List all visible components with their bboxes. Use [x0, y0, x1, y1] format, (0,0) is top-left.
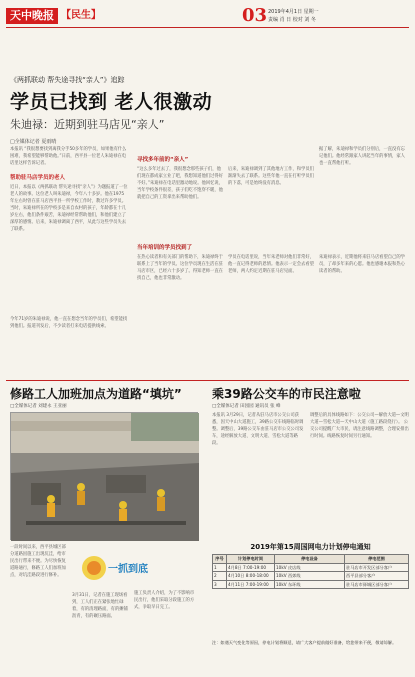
- cell-device: 10kV 皮店线: [275, 563, 345, 572]
- lead-paragraph: 后来，朱迪禄调到了其他地方工作，和学员们渐渐失去了联系。这些年他一直在打听学员们的下落，可是始终没有消息。: [228, 167, 314, 186]
- story2-byline: □全媒体记者 刘建永 王亚丽: [10, 404, 67, 409]
- editor-line: 责编 肖 日 校对 刘 冬: [268, 17, 316, 23]
- cell-time: 4月11日 7:00-19:00: [227, 580, 275, 589]
- story2-paragraph: 一段时间以来，西平县城区部分道路因施工出现坑洼，给市民出行带来不便。为尽快恢复道路通行，修路工人们加班加点，对坑洼路段进行修补。: [10, 545, 66, 578]
- table-row: [213, 580, 409, 589]
- construction-photo: [10, 412, 198, 540]
- cell-device: 10kV 西郊线: [275, 572, 345, 581]
- cell-range: 驻马店市开发区部分客户: [345, 563, 409, 572]
- table-header-row: [213, 555, 409, 564]
- column-logo: [80, 548, 148, 588]
- quote-section-title: 寻找多年前的“亲人”: [137, 157, 189, 163]
- lead-subhead: 朱迪禄：近期到驻马店见“亲人”: [10, 118, 165, 131]
- column-header: 计划停电时间: [227, 555, 275, 564]
- lead-paragraph: 本报讯 “我很想要找到离我分手50多年的学员，如果他有什么困难，我希望能够帮助他。”日前，西平县一位老人朱迪禄在电话里这样告诉记者。: [10, 147, 127, 166]
- column-header: 停电范围: [345, 555, 409, 564]
- column-header: 停电设备: [275, 555, 345, 564]
- lead-kicker: 《两抓联动 帮失途寻找“亲人”》追踪: [10, 76, 125, 84]
- schedule-table: [212, 554, 409, 589]
- lead-headline: 学员已找到 老人很激动: [10, 91, 213, 113]
- story3-paragraph-text: 调整后的具体线路如下：公交公司—解放大道—文明大道—雪松大道—天中山大道（施工路段绕行）。: [310, 413, 409, 425]
- table-row: [213, 563, 409, 572]
- story2-paragraph: 施工负责人介绍，为了不影响市民出行，他们采取分段施工的方式，争取早日完工。: [134, 591, 195, 610]
- story2-headline: 修路工人加班加点为道路“填坑”: [10, 387, 182, 401]
- lead-section-title: 当年培训的学员找到了: [137, 245, 193, 251]
- schedule-note: 注：如遇天气变化等原因，停电计划将顺延，请广大客户提前做好准备，给您带来不便，敬请谅解。: [212, 640, 397, 645]
- lead-paragraph: 今年71岁的朱迪禄说，他一直在想念当年的学员们，希望能找到他们。报道刊发后，不少读者打来电话提供线索。: [10, 317, 128, 329]
- story3-headline: 乘39路公交车的市民注意啦: [212, 387, 361, 401]
- section-label: 【民生】: [61, 10, 101, 21]
- masthead: [6, 6, 409, 28]
- column-logo-text: 一抓到底: [108, 564, 148, 575]
- cell-range: 驻马店市驿城区部分客户: [345, 580, 409, 589]
- cell-no: 3: [213, 580, 227, 589]
- lead-byline: □全媒体记者 夏雨晴: [10, 139, 57, 145]
- cell-no: 1: [213, 563, 227, 572]
- lead-paragraph: 在热心读者和有关部门的帮助下，朱迪禄终于联系上了当年的学员。这位学员现在生活在驻马店市区，已经六十多岁了。得知老师一直在找自己，他也非常激动。: [137, 255, 223, 281]
- story2-paragraph: 3月31日，记者在施工现场看到，工人们正在紧张地忙碌着，有的清理路面，有的摊铺沥青，有的碾压路面。: [72, 593, 128, 619]
- lead-paragraph: 朱迪禄表示，近期他将来驻马店看望自己的学员，了却多年来的心愿。他也感谢本报和热心读者的帮助。: [319, 255, 405, 274]
- column-logo-graphic: [80, 548, 148, 588]
- lead-paragraph: 学员在电话里说，当年朱老师对他们非常好，他一直记得老师的恩情。他表示一定会去看望老师，两人约定近期在驻马店见面。: [228, 255, 314, 274]
- lead-paragraph: 据了解，朱迪禄和学员们分别后，一直没有忘记他们。他经常跟家人讲起当年的事情，家人也一直帮他打听。: [319, 147, 405, 166]
- story3-paragraph-text: 公交公司提醒广大市民，请注意线路调整，合理安排出行时间。线路恢复时间另行通知。: [310, 420, 409, 439]
- schedule-title: 2019年第15周国网电力计划停电通知: [250, 543, 371, 551]
- story3-paragraph: [310, 412, 409, 538]
- lead-paragraph: “这么多年过去了，我很想念那些孩子们，他们现在都成家立业了吧，我想知道他们过得好不好。”朱迪禄在电话里激动地说。他回忆说，当年学校条件很差，孩子们吃不饱穿不暖，他就把自己的工资拿出来帮助他们。: [137, 167, 224, 200]
- story3-paragraph: 本报讯 3月29日，记者从驻马店市公交公司获悉，因天中山大道施工，39路公交车线路临时调整。调整后，39路公交车由驻马店市公交公司发车，途经解放大道、文明大道、雪松大道等路段。: [212, 413, 304, 446]
- table-row: [213, 572, 409, 581]
- section-divider: [6, 380, 409, 381]
- construction-photo-image: [11, 413, 199, 541]
- story3-byline: □全媒体记者 田园园 通讯员 张 峰: [212, 404, 281, 409]
- cell-device: 10kV 东环线: [275, 580, 345, 589]
- column-header: 序号: [213, 555, 227, 564]
- cell-time: 4月10日 8:00-18:00: [227, 572, 275, 581]
- cell-range: 西平县部分客户: [345, 572, 409, 581]
- lead-paragraph: 近日，本报以《两抓联动 帮失途寻找“亲人”》为题报道了一位老人的故事。这位老人叫朱迪禄，今年八十多岁。他在1975年左右时曾在驻马店西平县一所学校工作时，教过许多学员。当时，朱迪禄所在的学校多是来自农村的孩子，年龄都在十几岁左右，他们条件艰苦，朱迪禄经常帮助他们，和他们建立了深厚的感情。后来，朱迪禄调离了西平，从此与这些学员失去了联系。: [10, 185, 128, 232]
- lead-section-title: 帮助驻马店学员的老人: [10, 175, 66, 181]
- cell-time: 4月8日 7:00-19:00: [227, 563, 275, 572]
- cell-no: 2: [213, 572, 227, 581]
- newspaper-logo: 天中晚报: [6, 8, 58, 24]
- page-number: 03: [242, 5, 268, 26]
- issue-date: 2019年4月1日 星期一: [268, 9, 319, 15]
